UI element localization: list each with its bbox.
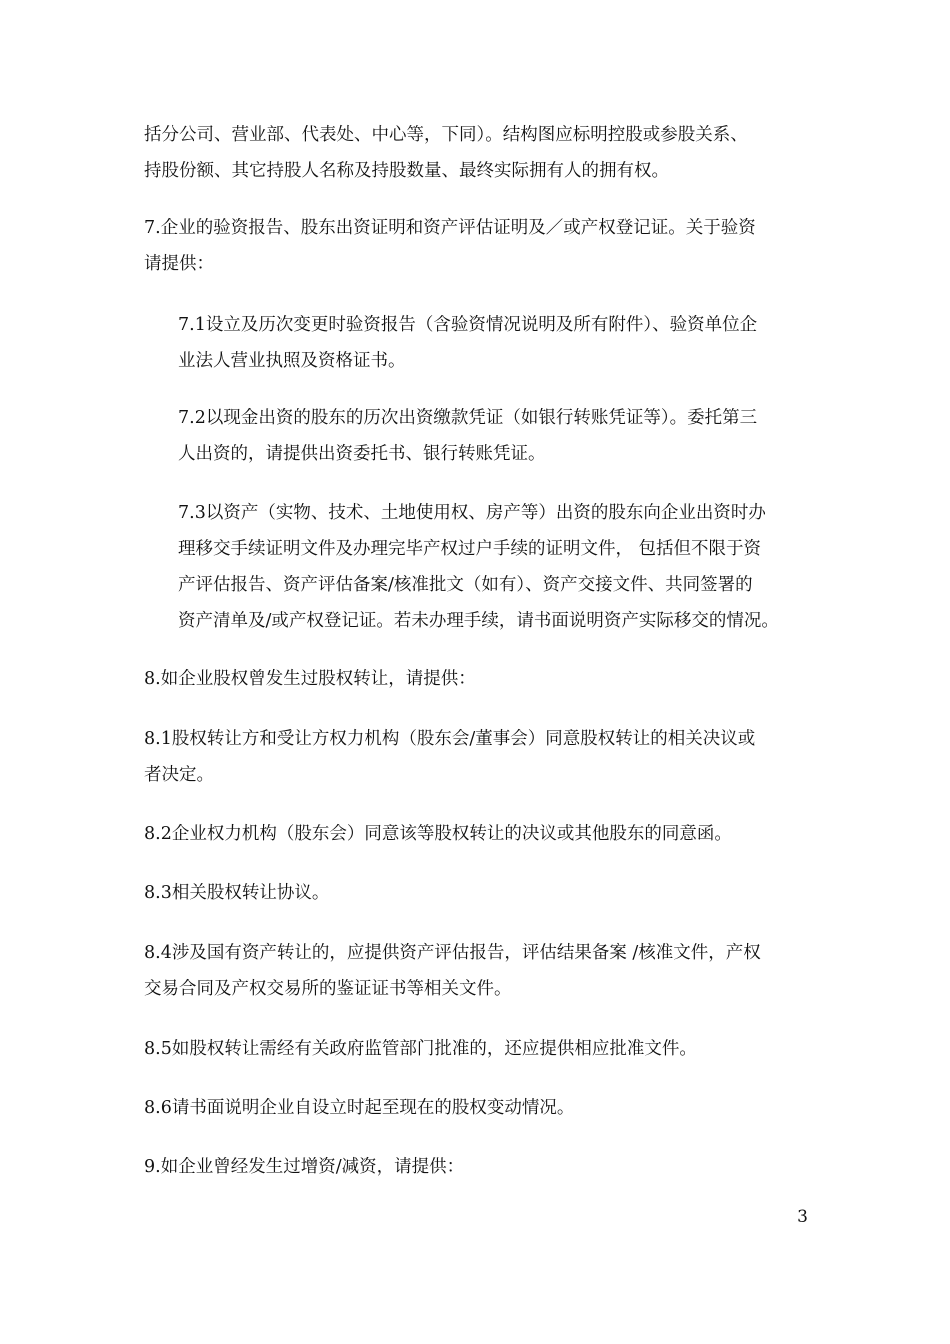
paragraph-8-5: 8.5如股权转让需经有关政府监管部门批准的，还应提供相应批准文件。 — [144, 1039, 697, 1059]
page-number: 3 — [797, 1207, 808, 1227]
paragraph-8: 8.如企业股权曾发生过股权转让，请提供： — [144, 669, 476, 689]
paragraph-7-3: 7.3以资产（实物、技术、土地使用权、房产等）出资的股东向企业出资时办 理移交手续证明文件及办理完毕产权过户手续的证明文件， 包括但不限于资 产评估报告、资产评估备案/核准批文（如有）、资产交接文件、共同签署的 资产清单及/或产权登记证。若未办理手续，请书面说明资产实际移交的情况。 — [178, 503, 779, 631]
paragraph-8-1: 8.1股权转让方和受让方权力机构（股东会/董事会）同意股权转让的相关决议或 者决定。 — [144, 729, 756, 785]
paragraph-structure-chart: 括分公司、营业部、代表处、中心等，下同）。结构图应标明控股或参股关系、 持股份额、其它持股人名称及持股数量、最终实际拥有人的拥有权。 — [144, 125, 748, 181]
paragraph-8-2: 8.2企业权力机构（股东会）同意该等股权转让的决议或其他股东的同意函。 — [144, 824, 732, 844]
paragraph-8-4: 8.4涉及国有资产转让的，应提供资产评估报告，评估结果备案 /核准文件，产权 交易合同及产权交易所的鉴证证书等相关文件。 — [144, 943, 761, 999]
paragraph-7-1: 7.1设立及历次变更时验资报告（含验资情况说明及所有附件）、验资单位企 业法人营业执照及资格证书。 — [178, 315, 758, 371]
paragraph-9: 9.如企业曾经发生过增资/减资，请提供： — [144, 1157, 465, 1177]
paragraph-8-3: 8.3相关股权转让协议。 — [144, 883, 330, 903]
paragraph-7-2: 7.2以现金出资的股东的历次出资缴款凭证（如银行转账凭证等）。委托第三 人出资的，请提供出资委托书、银行转账凭证。 — [178, 408, 758, 464]
paragraph-7: 7.企业的验资报告、股东出资证明和资产评估证明及／或产权登记证。关于验资 请提供： — [144, 218, 756, 274]
paragraph-8-6: 8.6请书面说明企业自设立时起至现在的股权变动情况。 — [144, 1098, 575, 1118]
